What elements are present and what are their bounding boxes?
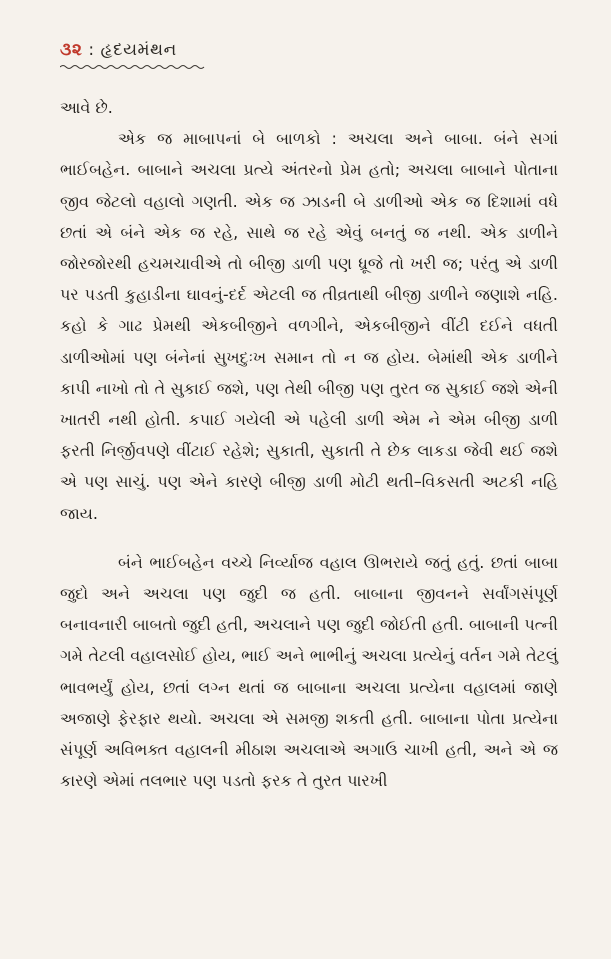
body-text: [60, 92, 558, 796]
running-head: [60, 40, 177, 60]
header-separator: :: [88, 40, 95, 60]
paragraph-continuation: આવે છે.: [60, 98, 113, 117]
paragraph: એક જ માબાપનાં બે બાળકો : અચલા અને બાબા. બંને સગાં ભાઈબહેન. બાબાને અચલા પ્રત્યે અંતરનો પ્રેમ હતો; અચલા બાબાને પોતાના જીવ જેટલો વહાલો ગણતી. એક જ ઝાડની બે ડાળીઓ એક જ દિશામાં વધે છતાં એ બંને એક જ રહે, સાથે જ રહે એવું બનતું જ નથી. એક ડાળીને જોરજોરથી હચમચાવીએ તો બીજી ડાળી પણ ધ્રૂજે તો ખરી જ; પરંતુ એ ડાળી પર પડતી કુહાડીના ઘાવનું-દર્દ એટલી જ તીવ્રતાથી બીજી ડાળીને જણાશે નહિ. કહો કે ગાઢ પ્રેમથી એકબીજીને વળગીને, એકબીજીને વીંટી દઈને વધતી ડાળીઓમાં પણ બંનેનાં સુખદુઃખ સમાન તો ન જ હોય. બેમાંથી એક ડાળીને કાપી નાખો તો તે સુકાઈ જશે, પણ તેથી બીજી પણ તુરત જ સુકાઈ જશે એની ખાતરી નથી હોતી. કપાઈ ગયેલી એ પહેલી ડાળી એમ ને એમ બીજી ડાળી ફરતી નિર્જીવપણે વીંટાઈ રહેશે; સુકાતી, સુકાતી તે છેક લાકડા જેવી થઈ જશે એ પણ સાચું. પણ એને કારણે બીજી ડાળી મોટી થતી–વિકસતી અટકી નહિ જાય.: [60, 129, 558, 523]
chapter-title: હૃદયમંથન: [100, 40, 177, 60]
paragraph: બંને ભાઈબહેન વચ્ચે નિર્વ્યાજ વહાલ ઊભરાયે જતું હતું. છતાં બાબા જુદો અને અચલા પણ જુદી જ હતી. બાબાના જીવનને સર્વાંગસંપૂર્ણ બનાવનારી બાબતો જુદી હતી, અચલાને પણ જુદી જોઈતી હતી. બાબાની પત્ની ગમે તેટલી વહાલસોઈ હોય, ભાઈ અને ભાભીનું અચલા પ્રત્યેનું વર્તન ગમે તેટલું ભાવભર્યું હોય, છતાં લગ્ન થતાં જ બાબાના અચલા પ્રત્યેના વહાલમાં જાણે અજાણે ફેરફાર થયો. અચલા એ સમજી શકતી હતી. બાબાના પોતા પ્રત્યેના સંપૂર્ણ અવિભક્ત વહાલની મીઠાશ અચલાએ અગાઉ ચાખી હતી, અને એ જ કારણે એમાં તલભાર પણ પડતો ફરક તે તુરત પારખી: [60, 552, 558, 791]
decorative-wavy-rule: [60, 64, 206, 70]
page-number: ૩૨: [60, 40, 83, 60]
